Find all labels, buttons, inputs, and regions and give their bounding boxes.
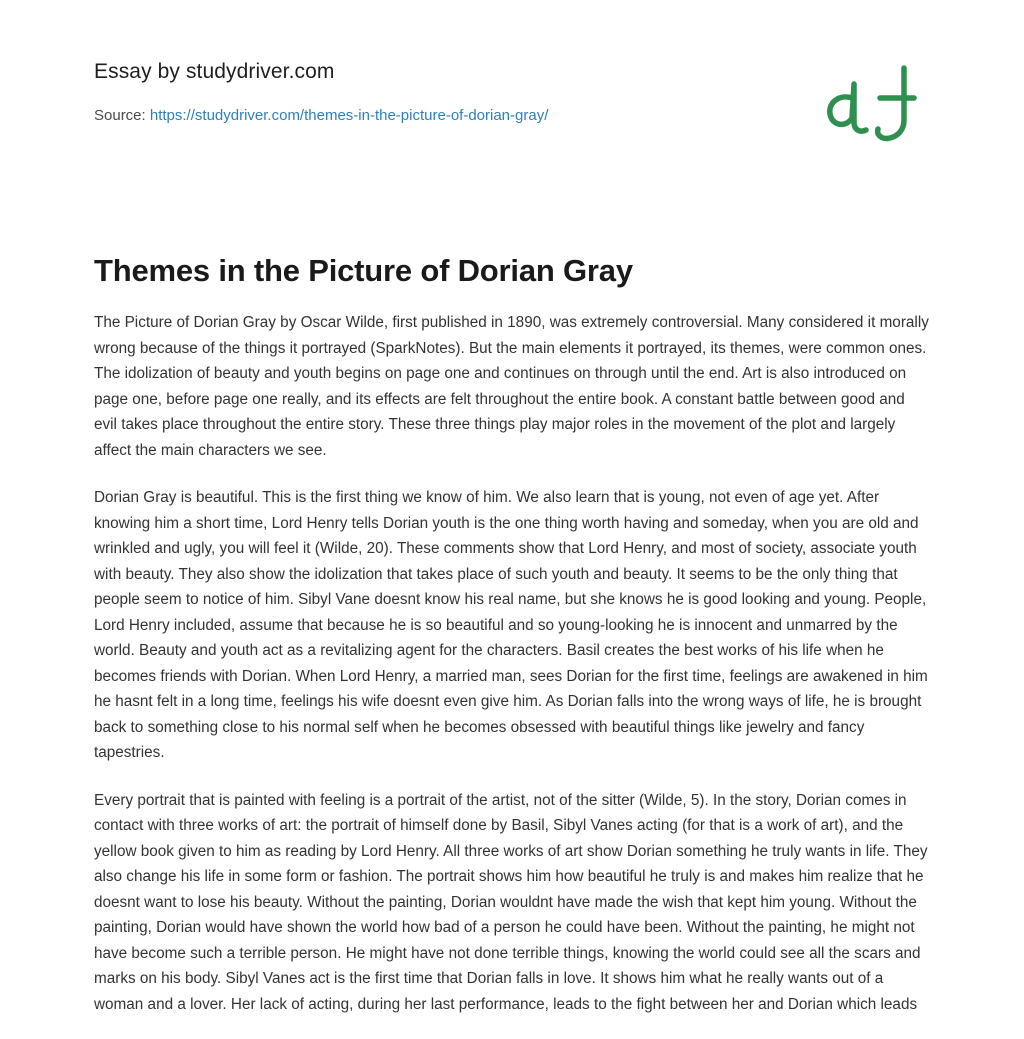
source-url-link[interactable]: https://studydriver.com/themes-in-the-picture-of-dorian-gray/ bbox=[149, 107, 549, 124]
document-body bbox=[0, 310, 1024, 1039]
essay-byline bbox=[94, 60, 930, 84]
paragraph: Every portrait that is painted with feeling is a portrait of the artist, not of the sitter (Wilde, 5). In the story, Dorian comes in contact with three works of art: the portrait of himself done by Basil, Sibyl Vanes acting (for that is a work of art), and the yellow book given to him as reading by Lord Henry. All three works of art show Dorian something he truly wants in life. They also change his life in some form or fashion. The portrait shows him how beautiful he truly is and makes him realize that he doesnt want to lose his beauty. Without the painting, Dorian wouldnt have made the wish that kept him young. Without the painting, Dorian would have shown the world how bad of a person he could have been. Without the painting, he might not have become such a terrible person. He might have not done terrible things, knowing the world could see all the scars and marks on his body. Sibyl Vanes act is the first time that Dorian falls in love. It shows him what he really wants out of a woman and a lover. Her lack of acting, during her last performance, leads to the fight between her and Dorian which leads bbox=[94, 791, 928, 1013]
source-line bbox=[94, 107, 930, 124]
site-brand-name: studydriver.com bbox=[185, 60, 335, 83]
essay-by-prefix: Essay by bbox=[94, 60, 186, 83]
paragraph: The Picture of Dorian Gray by Oscar Wilde, first published in 1890, was extremely controversial. Many considered it morally wrong because of the things it portrayed (SparkNotes). But the main elements it portrayed, its themes, were common ones. The idolization of beauty and youth begins on page one and continues on through until the end. Art is also introduced on page one, before page one really, and its effects are felt throughout the entire book. A constant battle between good and evil takes place throughout the entire story. These three things play major roles in the movement of the plot and largely affect the main characters we see. bbox=[94, 314, 929, 459]
studydriver-logo-icon bbox=[818, 58, 930, 150]
paragraph: Dorian Gray is beautiful. This is the first thing we know of him. We also learn that is young, not even of age yet. After knowing him a short time, Lord Henry tells Dorian youth is the one thing worth having and someday, when you are old and wrinkled and ugly, you will feel it (Wilde, 20). These comments show that Lord Henry, and most of society, associate youth with beauty. They also show the idolization that takes place of such youth and beauty. It seems to be the only thing that people seem to notice of him. Sibyl Vane doesnt know his real name, but she knows he is good looking and young. People, Lord Henry included, assume that because he is so beautiful and so young-looking he is innocent and unmarred by the world. Beauty and youth act as a revitalizing agent for the characters. Basil creates the best works of his life when he becomes friends with Dorian. When Lord Henry, a married man, sees Dorian for the first time, feelings are awakened in him he hasnt felt in a long time, feelings his wife doesnt even give him. As Dorian falls into the wrong ways of life, he is brought back to something close to his normal self when he becomes obsessed with beautiful things like jewelry and fancy tapestries. bbox=[94, 489, 928, 761]
document-header bbox=[0, 0, 1024, 124]
source-label: Source: bbox=[94, 107, 150, 124]
page-title: Themes in the Picture of Dorian Gray bbox=[94, 253, 633, 288]
